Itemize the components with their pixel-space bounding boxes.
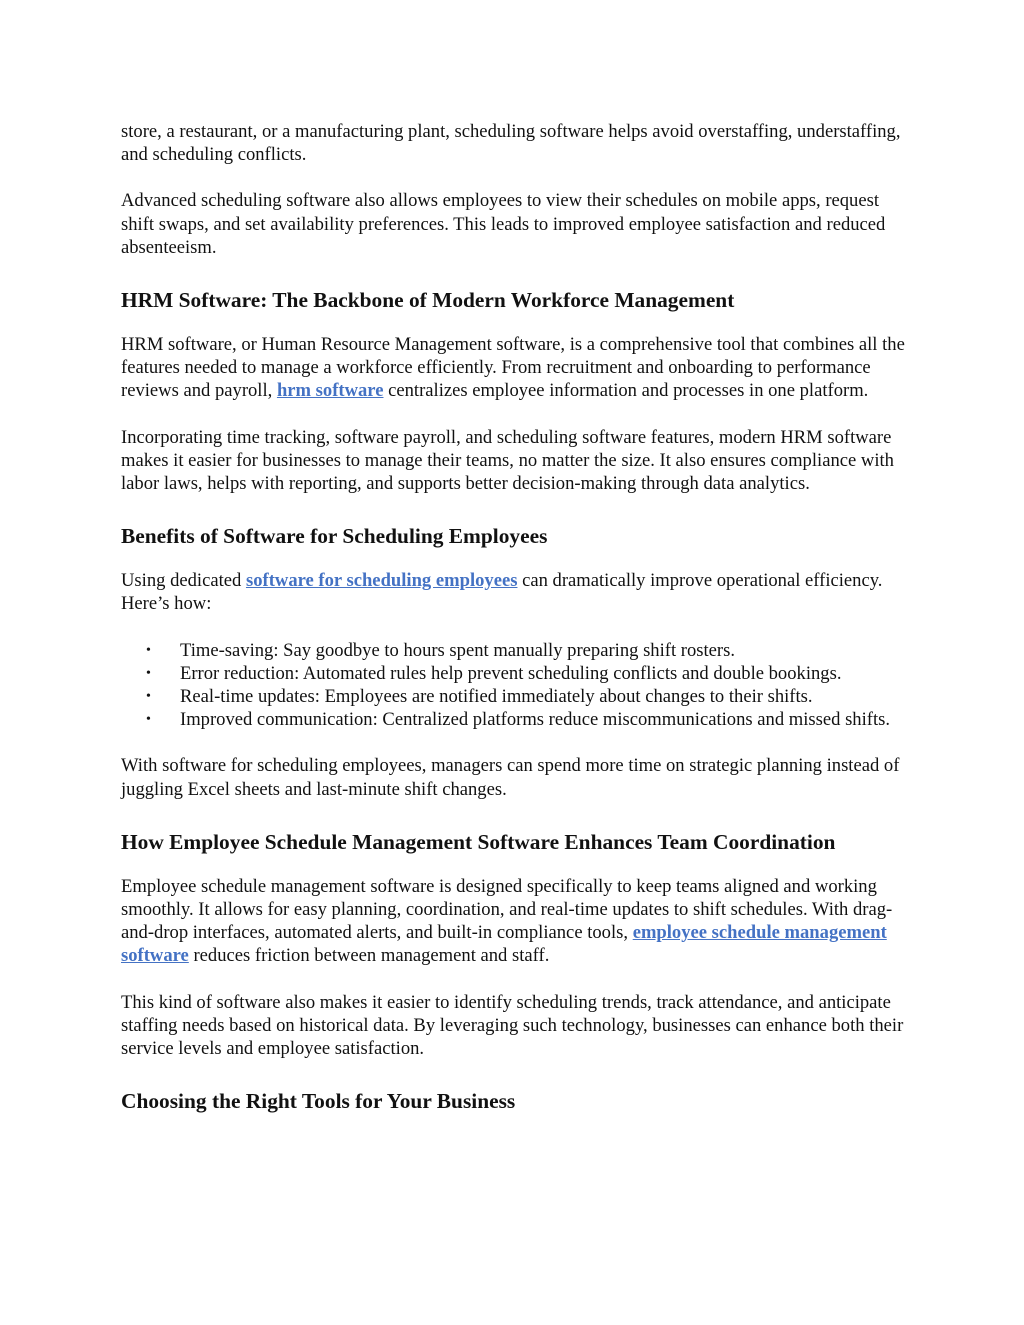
list-item	[121, 685, 911, 708]
bullet-icon: •	[146, 642, 151, 658]
bullet-icon: •	[146, 689, 151, 705]
coordination-paragraph-2: This kind of software also makes it easier to identify scheduling trends, track attendance, and anticipate staffing needs based on historical data. By leveraging such technology, businesses can enhance both their service levels and employee satisfaction.	[121, 991, 904, 1060]
coordination-paragraph-1	[121, 875, 911, 968]
benefits-paragraph-1-text-before: Using dedicated	[121, 570, 246, 592]
document-page	[121, 120, 911, 1114]
hrm-heading: HRM Software: The Backbone of Modern Workforce Management	[121, 288, 735, 313]
list-item-text: Real-time updates: Employees are notified immediately about changes to their shifts.	[180, 686, 813, 708]
coordination-paragraph-1-text-after: reduces friction between management and staff.	[188, 945, 550, 967]
hrm-software-link[interactable]: hrm software	[276, 380, 384, 402]
hrm-paragraph-1-text-before: HRM software, or Human Resource Management software, is a comprehensive tool that combines all the features needed to manage a workforce efficiently. From recruitment and onboarding to performance reviews and payroll,	[121, 334, 905, 402]
bullet-icon: •	[146, 712, 151, 728]
list-item	[121, 639, 911, 662]
hrm-paragraph-1-text-after: centralizes employee information and processes in one platform.	[383, 380, 869, 402]
list-item-text: Error reduction: Automated rules help prevent scheduling conflicts and double bookings.	[180, 662, 842, 684]
schedule-management-link[interactable]: employee schedule management software	[121, 922, 887, 967]
bullet-icon: •	[146, 665, 151, 681]
list-item-text: Improved communication: Centralized platforms reduce miscommunications and missed shifts.	[180, 709, 891, 731]
choosing-heading: Choosing the Right Tools for Your Business	[121, 1089, 516, 1114]
intro-paragraph-1: store, a restaurant, or a manufacturing plant, scheduling software helps avoid overstaffing, understaffing, and scheduling conflicts.	[121, 121, 901, 166]
list-item	[121, 708, 911, 731]
benefits-heading: Benefits of Software for Scheduling Employees	[121, 524, 548, 549]
list-item-text: Time-saving: Say goodbye to hours spent manually preparing shift rosters.	[180, 639, 735, 661]
list-item	[121, 662, 911, 685]
benefits-paragraph-1	[121, 569, 911, 615]
benefits-list	[121, 639, 911, 732]
benefits-paragraph-1-text-after: can dramatically improve operational efficiency. Here’s how:	[121, 570, 883, 615]
coordination-paragraph-1-text-before: Employee schedule management software is designed specifically to keep teams aligned and working smoothly. It allows for easy planning, coordination, and real-time updates to shift schedules. With drag-and-drop interfaces, automated alerts, and built-in compliance tools,	[121, 875, 893, 944]
benefits-paragraph-2: With software for scheduling employees, managers can spend more time on strategic planning instead of juggling Excel sheets and last-minute shift changes.	[121, 755, 900, 800]
coordination-heading: How Employee Schedule Management Software Enhances Team Coordination	[121, 829, 836, 854]
scheduling-employees-link[interactable]: software for scheduling employees	[245, 570, 518, 592]
intro-paragraph-2: Advanced scheduling software also allows employees to view their schedules on mobile apps, request shift swaps, and set availability preferences. This leads to improved employee satisfaction and reduced absenteeism.	[121, 190, 886, 258]
hrm-paragraph-1	[121, 333, 911, 403]
hrm-paragraph-2: Incorporating time tracking, software payroll, and scheduling software features, modern HRM software makes it easier for businesses to manage their teams, no matter the size. It also ensures compliance with labor laws, helps with reporting, and supports better decision-making through data analytics.	[121, 426, 894, 495]
